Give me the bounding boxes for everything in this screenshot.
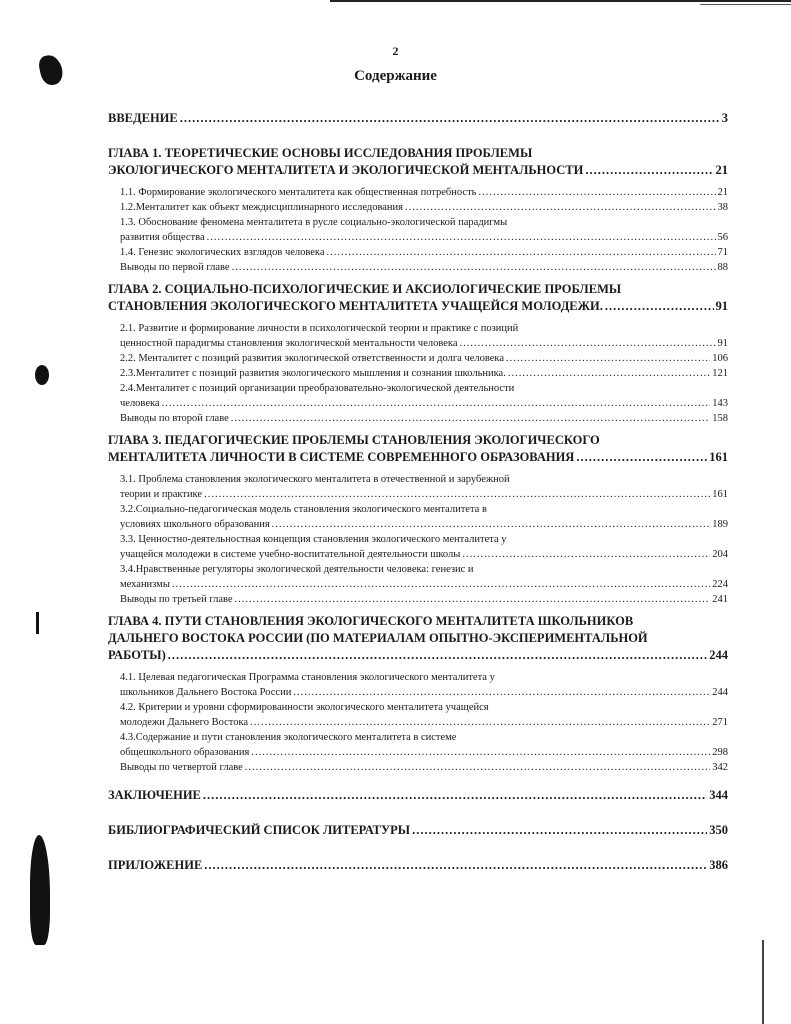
chapter-title-line: ЭКОЛОГИЧЕСКОГО МЕНТАЛИТЕТА И ЭКОЛОГИЧЕСКОЙ МЕНТАЛЬНОСТИ: [108, 163, 584, 177]
toc-section-first-line: 3.3. Ценностно-деятельностная концепция становления экологического менталитета у: [120, 534, 507, 545]
entry-page: 386: [709, 858, 728, 872]
entry-label: ЗАКЛЮЧЕНИЕ: [108, 788, 201, 802]
scan-artifact: [35, 365, 49, 385]
toc-section: условиях школьного образования ..... 189: [120, 517, 728, 532]
toc-section: Выводы по первой главе ..... 88: [120, 260, 728, 275]
entry-page: 244: [709, 648, 728, 662]
scan-artifact: [30, 835, 50, 945]
toc-section-list: [120, 185, 728, 275]
dot-leader: [180, 110, 720, 127]
toc-section: 1.4. Генезис экологических взглядов человека ..... 71: [120, 245, 728, 260]
toc-section: человека ..... 143: [120, 396, 728, 411]
dot-leader: [462, 547, 710, 562]
toc-section: 1.1. Формирование экологического менталитета как общественная потребность ..... 21: [120, 185, 728, 200]
toc-entry-bibliography: [108, 822, 728, 839]
table-of-contents: [108, 110, 728, 874]
toc-section-first-line: 3.2.Социально-педагогическая модель становления экологического менталитета в: [120, 504, 487, 515]
toc-chapter-2: [108, 281, 728, 315]
scan-artifact: [36, 612, 39, 634]
entry-page: 344: [709, 788, 728, 802]
dot-leader: [250, 715, 710, 730]
toc-section: ценностной парадигмы становления экологической ментальности человека ..... 91: [120, 336, 728, 351]
chapter-title-line: МЕНТАЛИТЕТА ЛИЧНОСТИ В СИСТЕМЕ СОВРЕМЕННОГО ОБРАЗОВАНИЯ: [108, 450, 575, 464]
entry-page: 91: [715, 299, 728, 313]
dot-leader: [204, 487, 710, 502]
dot-leader: [460, 336, 716, 351]
toc-section-list: [120, 472, 728, 607]
dot-leader: [405, 200, 715, 215]
dot-leader: [478, 185, 715, 200]
toc-section-first-line: 4.2. Критерии и уровни сформированности экологического менталитета учащейся: [120, 702, 489, 713]
chapter-title-line: СТАНОВЛЕНИЯ ЭКОЛОГИЧЕСКОГО МЕНТАЛИТЕТА УЧАЩЕЙСЯ МОЛОДЕЖИ.: [108, 299, 603, 313]
dot-leader: [576, 449, 707, 466]
dot-leader: [203, 787, 707, 804]
toc-section: теории и практике ..... 161: [120, 487, 728, 502]
dot-leader: [162, 396, 711, 411]
dot-leader: [207, 230, 716, 245]
dot-leader: [605, 298, 714, 315]
entry-label: ВВЕДЕНИЕ: [108, 111, 178, 125]
toc-section: школьников Дальнего Востока России ..... 244: [120, 685, 728, 700]
chapter-title-line: ГЛАВА 2. СОЦИАЛЬНО-ПСИХОЛОГИЧЕСКИЕ И АКСИОЛОГИЧЕСКИЕ ПРОБЛЕМЫ: [108, 282, 622, 296]
chapter-title-line: ГЛАВА 3. ПЕДАГОГИЧЕСКИЕ ПРОБЛЕМЫ СТАНОВЛЕНИЯ ЭКОЛОГИЧЕСКОГО: [108, 433, 600, 447]
toc-section: Выводы по второй главе ..... 158: [120, 411, 728, 426]
entry-page: 3: [721, 111, 728, 125]
chapter-title-line: РАБОТЫ): [108, 648, 166, 662]
toc-section-first-line: 3.4.Нравственные регуляторы экологической деятельности человека: генезис и: [120, 564, 474, 575]
dot-leader: [506, 351, 710, 366]
entry-page: 161: [709, 450, 728, 464]
toc-section: молодежи Дальнего Востока ..... 271: [120, 715, 728, 730]
dot-leader: [272, 517, 711, 532]
toc-section: 1.2.Менталитет как объект междисциплинарного исследования ..... 38: [120, 200, 728, 215]
dot-leader: [168, 647, 708, 664]
chapter-title-line: ГЛАВА 1. ТЕОРЕТИЧЕСКИЕ ОСНОВЫ ИССЛЕДОВАНИЯ ПРОБЛЕМЫ: [108, 146, 533, 160]
dot-leader: [245, 760, 710, 775]
toc-entry-appendix: [108, 857, 728, 874]
toc-section: общешкольного образования ..... 298: [120, 745, 728, 760]
scan-border-line: [330, 0, 791, 2]
page-title: Содержание: [354, 68, 437, 84]
dot-leader: [231, 411, 710, 426]
toc-entry-introduction: [108, 110, 728, 127]
toc-section-first-line: 1.3. Обоснование феномена менталитета в русле социально-экологической парадигмы: [120, 217, 508, 228]
toc-entry-conclusion: [108, 787, 728, 804]
dot-leader: [235, 592, 711, 607]
toc-section: учащейся молодежи в системе учебно-воспитательной деятельности школы ..... 204: [120, 547, 728, 562]
entry-label: БИБЛИОГРАФИЧЕСКИЙ СПИСОК ЛИТЕРАТУРЫ: [108, 823, 411, 837]
toc-section-first-line: 4.3.Содержание и пути становления экологического менталитета в системе: [120, 732, 457, 743]
dot-leader: [204, 857, 707, 874]
entry-page: 350: [709, 823, 728, 837]
scan-artifact: [762, 940, 764, 1024]
chapter-title-line: ДАЛЬНЕГО ВОСТОКА РОССИИ (ПО МАТЕРИАЛАМ ОПЫТНО-ЭКСПЕРИМЕНТАЛЬНОЙ: [108, 631, 648, 645]
toc-section-first-line: 4.1. Целевая педагогическая Программа становления экологического менталитета у: [120, 672, 495, 683]
toc-chapter-1: [108, 145, 728, 179]
toc-section-first-line: 2.1. Развитие и формирование личности в психологической теории и практике с позиций: [120, 323, 519, 334]
toc-section-list: [120, 321, 728, 426]
toc-section: Выводы по третьей главе ..... 241: [120, 592, 728, 607]
entry-label: ПРИЛОЖЕНИЕ: [108, 858, 203, 872]
dot-leader: [172, 577, 710, 592]
dot-leader: [327, 245, 716, 260]
toc-chapter-3: [108, 432, 728, 466]
page-number: 2: [392, 44, 399, 58]
toc-section: Выводы по четвертой главе ..... 342: [120, 760, 728, 775]
dot-leader: [293, 685, 710, 700]
dot-leader: [251, 745, 710, 760]
toc-chapter-4: [108, 613, 728, 664]
dot-leader: [508, 366, 710, 381]
toc-section-first-line: 3.1. Проблема становления экологического менталитета в отечественной и зарубежной: [120, 474, 510, 485]
dot-leader: [232, 260, 716, 275]
toc-section: 2.3.Менталитет с позиций развития экологического мышления и сознания школьника. ..... 121: [120, 366, 728, 381]
toc-section: механизмы ..... 224: [120, 577, 728, 592]
dot-leader: [412, 822, 707, 839]
dot-leader: [585, 162, 713, 179]
toc-section: 2.2. Менталитет с позиций развития экологической ответственности и долга человека ..... 106: [120, 351, 728, 366]
toc-section-list: [120, 670, 728, 775]
entry-page: 21: [715, 163, 728, 177]
chapter-title-line: ГЛАВА 4. ПУТИ СТАНОВЛЕНИЯ ЭКОЛОГИЧЕСКОГО МЕНТАЛИТЕТА ШКОЛЬНИКОВ: [108, 614, 634, 628]
toc-section: развития общества ..... 56: [120, 230, 728, 245]
scan-border-line: [700, 4, 791, 5]
toc-section-first-line: 2.4.Менталитет с позиций организации преобразовательно-экологической деятельности: [120, 383, 515, 394]
